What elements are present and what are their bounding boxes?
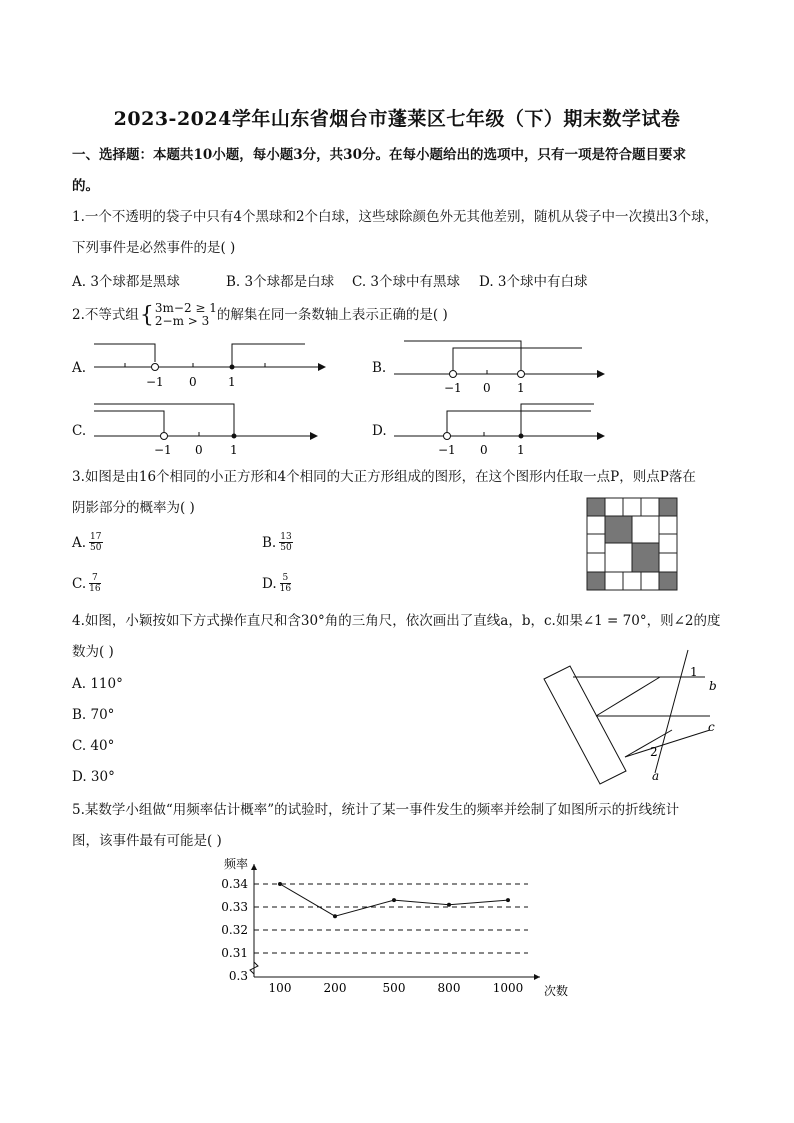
q2-label-d: D.	[372, 423, 387, 439]
q4-option-c: C. 40°	[72, 738, 115, 754]
x-axis-label: 次数	[544, 984, 569, 998]
q4-stem-line2: 数为( )	[72, 644, 114, 660]
angle2-label: 2	[650, 745, 658, 759]
q1-option-b: B. 3个球都是白球	[226, 274, 335, 290]
x-tick-label: 500	[382, 981, 406, 995]
x-tick-label: 1000	[492, 981, 524, 995]
data-point	[447, 903, 451, 907]
option-label: B.	[262, 534, 277, 551]
x-tick-label: 100	[268, 981, 292, 995]
page-title: 2023-2024学年山东省烟台市蓬莱区七年级（下）期末数学试卷	[113, 108, 681, 130]
q1-option-c: C. 3个球中有黑球	[352, 274, 461, 290]
data-point	[506, 898, 510, 902]
q1-stem-line2: 下列事件是必然事件的是( )	[72, 240, 236, 256]
tick-label: 0	[480, 443, 488, 457]
tick-label: 1	[228, 375, 236, 389]
q1-stem-line1: 1.一个不透明的袋子中只有4个黑球和2个白球，这些球除颜色外无其他差别，随机从袋子中一次摸出3个球，	[72, 209, 719, 225]
data-point	[333, 914, 337, 918]
tick-label: 1	[230, 443, 238, 457]
option-label: D.	[262, 575, 277, 592]
y-tick-label: 0.3	[228, 969, 248, 983]
q2-label-a: A.	[72, 360, 87, 376]
q4-stem-line1: 4.如图，小颖按如下方式操作直尺和含30°角的三角尺，依次画出了直线a，b，c.如果∠1 = 70°，则∠2的度	[72, 613, 721, 629]
y-axis-label: 频率	[224, 857, 249, 871]
q3-stem-line2: 阴影部分的概率为( )	[72, 500, 195, 516]
q2-suffix: 的解集在同一条数轴上表示正确的是( )	[216, 307, 448, 323]
line-a-label: a	[652, 769, 660, 783]
line-b-label: b	[709, 679, 717, 693]
q4-option-d: D. 30°	[72, 769, 115, 785]
q3-stem-line1: 3.如图是由16个相同的小正方形和4个相同的大正方形组成的图形，在这个图形内任取一点P，则点P落在	[72, 469, 696, 485]
tick-label: 0	[195, 443, 203, 457]
fraction: $\frac{13}{50}$	[280, 532, 292, 553]
fraction: $\frac{5}{16}$	[279, 573, 292, 594]
fraction: $\frac{17}{50}$	[90, 532, 102, 553]
y-tick-label: 0.33	[221, 900, 248, 914]
q2-ineq2: 2−m > 3	[154, 314, 210, 328]
tick-label: −1	[146, 375, 164, 389]
brace-icon: {	[139, 302, 154, 328]
x-tick-label: 800	[437, 981, 461, 995]
q2-prefix: 2.不等式组	[72, 307, 139, 323]
tick-label: 0	[189, 375, 197, 389]
q4-option-b: B. 70°	[72, 707, 115, 723]
data-point	[392, 898, 396, 902]
line-c-label: c	[708, 720, 715, 734]
data-point	[278, 882, 282, 886]
section-heading-line2: 的。	[72, 178, 99, 194]
section-heading-line1: 一、选择题：本题共10小题，每小题3分，共30分。在每小题给出的选项中，只有一项是符合题目要求	[72, 147, 686, 163]
y-tick-label: 0.34	[221, 877, 248, 891]
q5-stem-line2: 图，该事件最有可能是( )	[72, 833, 222, 849]
option-label: A.	[72, 534, 87, 551]
q1-option-a: A. 3个球都是黑球	[72, 274, 180, 290]
tick-label: −1	[438, 443, 456, 457]
q2-ineq1: 3m−2 ≥ 1	[154, 301, 217, 315]
q2-label-c: C.	[72, 423, 87, 439]
option-label: C.	[72, 575, 87, 592]
x-tick-label: 200	[323, 981, 347, 995]
y-tick-label: 0.31	[221, 946, 248, 960]
tick-label: 0	[483, 381, 491, 395]
q2-label-b: B.	[372, 360, 387, 376]
tick-label: −1	[444, 381, 462, 395]
fraction: $\frac{7}{16}$	[89, 573, 101, 594]
q1-option-d: D. 3个球中有白球	[479, 274, 588, 290]
tick-label: 1	[517, 443, 525, 457]
y-axis-arrow	[251, 864, 257, 870]
y-tick-label: 0.32	[221, 923, 248, 937]
tick-label: 1	[517, 381, 525, 395]
angle1-label: 1	[690, 665, 698, 679]
q5-stem-line1: 5.某数学小组做“用频率估计概率”的试验时，统计了某一事件发生的频率并绘制了如图所示的折线统计	[72, 802, 680, 818]
tick-label: −1	[154, 443, 172, 457]
x-axis-arrow	[534, 974, 540, 980]
q4-option-a: A. 110°	[72, 676, 123, 692]
